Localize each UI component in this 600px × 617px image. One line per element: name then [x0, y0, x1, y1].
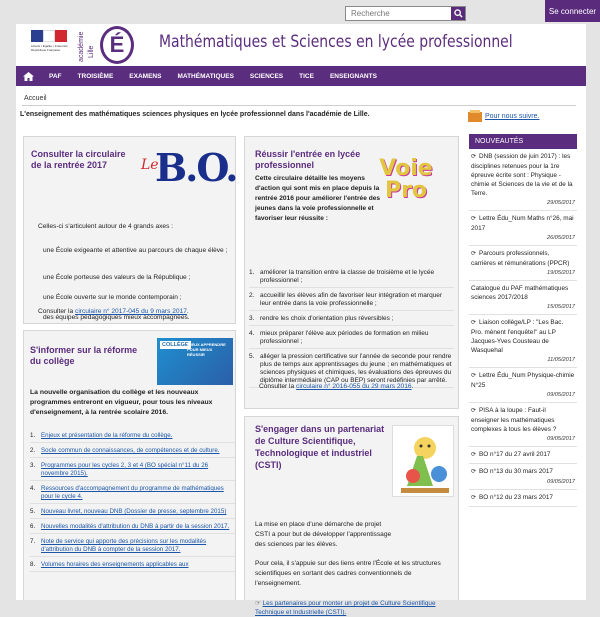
- list-item[interactable]: 8. Volumes horaires des enseignements applicables aux: [30, 561, 235, 572]
- csti-partners-link[interactable]: ☞ Les partenaires pour monter un projet de Culture Scientifique Technique et Industrielle (CSTI).: [255, 600, 436, 616]
- card-entree-lycee: [244, 136, 459, 409]
- page-container: [16, 24, 586, 616]
- nav-paf[interactable]: PAF: [49, 72, 62, 80]
- search-input[interactable]: [346, 7, 451, 20]
- rss-feed-icon: [468, 110, 482, 122]
- nav-examens[interactable]: EXAMENS: [129, 72, 162, 80]
- site-header: [16, 24, 586, 66]
- news-sidebar: [469, 134, 577, 600]
- list-item[interactable]: 5. Nouveau livret, nouveau DNB (Dossier de presse, septembre 2015): [30, 508, 235, 519]
- card-lead: Cette circulaire détaille les moyens d'action qui sont mis en place depuis la rentrée 2016 pour améliorer l'entrée des jeunes dans la voie professionnelle et favoriser leur réussite :: [255, 175, 381, 222]
- measures-list: [249, 269, 454, 392]
- news-heading: NOUVEAUTÉS: [469, 134, 577, 149]
- circulaire-2017-link[interactable]: circulaire n° 2017-045 du 9 mars 2017: [75, 308, 187, 315]
- card-circulaire-rentree: [23, 136, 236, 324]
- lead-continuation: [255, 224, 455, 225]
- arrow-icon: ⟳: [471, 216, 477, 222]
- news-item[interactable]: ⟳ BO n°13 du 30 mars 2017 09/05/2017: [469, 464, 577, 490]
- list-item[interactable]: 3. Programmes pour les cycles 2, 3 et 4 (BO spécial n°11 du 26 novembre 2015).: [30, 462, 235, 481]
- search-box[interactable]: [345, 6, 466, 21]
- nav-troisieme[interactable]: TROISIÈME: [77, 72, 114, 80]
- rss-link[interactable]: [468, 110, 539, 122]
- login-button[interactable]: Se connecter: [545, 0, 600, 22]
- card-title[interactable]: Consulter la circulaire de la rentrée 2017: [31, 149, 126, 170]
- news-item[interactable]: ⟳ BO n°17 du 27 avril 2017: [469, 447, 577, 464]
- card-reforme-college: [23, 330, 236, 600]
- list-item[interactable]: 7. Note de service qui apporte des précisions sur les modalités d'attribution du DNB à compter de la session 2017.: [30, 538, 235, 557]
- bo-logo[interactable]: Le B.O.: [141, 145, 237, 190]
- news-item[interactable]: ⟳ Lettre Édu_Num Maths n°26, mai 2017 26/05/2017: [469, 211, 577, 246]
- axis-item: une École porteuse des valeurs de la République ;: [43, 274, 191, 281]
- news-item[interactable]: ⟳ Liaison collège/LP : "Les Bac. Pro. mènent l'enquête!" au LP Jacques-Yves Cousteau de Wasquehal 11/05/2017: [469, 315, 577, 368]
- card-paragraph: La mise en place d'une démarche de projet CSTI a pour but de développer l'apprentissage des sciences par les élèves.: [255, 521, 392, 548]
- card-title[interactable]: S'informer sur la réforme du collège: [30, 345, 138, 366]
- college-badge[interactable]: COLLÈGE MIEUX APPRENDRE POUR MIEUX RÉUSSIR: [157, 338, 233, 385]
- arrow-icon: ⟳: [471, 408, 477, 414]
- arrow-icon: ⟳: [471, 469, 477, 475]
- card-csti: [244, 416, 459, 616]
- axis-item: une École exigeante et attentive au parcours de chaque élève ;: [43, 247, 228, 254]
- news-item[interactable]: ⟳ Lettre Édu_Num Physique-chimie N°25 09/05/2017: [469, 368, 577, 403]
- news-item[interactable]: ⟳ BO n°12 du 23 mars 2017: [469, 490, 577, 507]
- card-title[interactable]: Réussir l'entrée en lycée professionnel: [255, 149, 361, 170]
- arrow-icon: ⟳: [471, 251, 477, 257]
- axis-item: des équipes pédagogiques mieux accompagnées.: [43, 314, 190, 321]
- reform-link-list: [30, 432, 235, 576]
- list-item: 1. améliorer la transition entre la classe de troisième et le lycée professionnel ;: [249, 269, 454, 288]
- academy-logo[interactable]: académie Lille É: [78, 26, 140, 64]
- list-item[interactable]: 4. Ressources d'accompagnement du programme de mathématiques pour le cycle 4.: [30, 485, 235, 504]
- csti-illustration[interactable]: [392, 425, 454, 497]
- news-item[interactable]: ⟳ DNB (session de juin 2017) : les disciplines retenues pour la 1re épreuve écrite sont : Physique - chimie et Sciences de la vie et de la Terre. 29/05/2017: [469, 149, 577, 211]
- nav-mathematiques[interactable]: MATHÉMATIQUES: [177, 72, 234, 80]
- arrow-icon: ⟳: [471, 320, 477, 326]
- breadcrumb[interactable]: Accueil: [24, 95, 47, 102]
- top-bar: [0, 0, 600, 25]
- nav-enseignants[interactable]: ENSEIGNANTS: [329, 72, 377, 80]
- divider: [22, 105, 576, 106]
- nav-home[interactable]: [16, 66, 41, 86]
- news-item[interactable]: ⟳ Parcours professionnels, carrières et rémunérations (PPCR) 19/05/2017: [469, 246, 577, 281]
- arrow-icon: ⟳: [471, 495, 477, 501]
- list-item: 3. rendre les choix d'orientation plus réversibles ;: [249, 315, 454, 326]
- search-button[interactable]: [451, 7, 465, 20]
- rss-link-label[interactable]: Pour nous suivre.: [485, 112, 540, 120]
- news-item[interactable]: Catalogue du PAF mathématiques sciences 2017/2018 15/05/2017: [469, 281, 577, 315]
- news-item[interactable]: ⟳ PISA à la loupe : Faut-il enseigner les mathématiques complexes à tous les élèves ? 09/05/2017: [469, 403, 577, 447]
- consult-line: Consulter la circulaire n° 2017-045 du 9 mars 2017.: [38, 308, 189, 315]
- axis-item: une École ouverte sur le monde contemporain ;: [43, 294, 182, 301]
- home-icon: [23, 72, 34, 81]
- arrow-icon: ⟳: [471, 373, 477, 379]
- intro-text: L'enseignement des mathématiques sciences physiques en lycée professionnel dans l'académie de Lille.: [20, 111, 370, 118]
- voie-pro-logo[interactable]: Voie Pro: [379, 156, 433, 203]
- consult-line: Consulter la circulaire n° 2016-055 du 29 mars 2016.: [259, 383, 414, 390]
- list-item: 4. mieux préparer l'élève aux périodes de formation en milieu professionnel ;: [249, 330, 454, 349]
- republic-logo[interactable]: Liberté • Égalité • Fraternité République Française: [31, 30, 67, 58]
- arrow-icon: ⟳: [471, 452, 477, 458]
- nav-sciences[interactable]: SCIENCES: [249, 72, 284, 80]
- list-item[interactable]: 6. Nouvelles modalités d'attribution du DNB à partir de la session 2017.: [30, 523, 235, 534]
- circulaire-2016-link[interactable]: circulaire n° 2016-055 du 29 mars 2016: [296, 383, 412, 390]
- card-title[interactable]: S'engager dans un partenariat de Culture Scientifique, Technologique et industriel (CSTI): [255, 424, 385, 470]
- list-item[interactable]: 1. Enjeux et présentation de la réforme du collège.: [30, 432, 235, 443]
- search-icon: [454, 9, 463, 18]
- science-illustration-icon: [393, 426, 454, 497]
- main-nav: [16, 66, 586, 86]
- card-lead: La nouvelle organisation du collège et les nouveaux programmes entreront en vigueur, pour tous les niveaux d'enseignement, à la rentrée scolaire 2016.: [30, 389, 213, 416]
- site-title[interactable]: Mathématiques et Sciences en lycée professionnel: [159, 32, 513, 52]
- card-lead: Celles-ci s'articulent autour de 4 grands axes :: [38, 223, 174, 230]
- list-item: 2. accueillir les élèves afin de favoriser leur intégration et marquer leur entrée dans la voie professionnelle ;: [249, 292, 454, 311]
- card-paragraph: Pour cela, il s'appuie sur des liens entre l'École et les structures scientifiques en sortant des cadres conventionnels de l'enseignement.: [255, 560, 441, 587]
- list-item: 5. alléger la pression certificative sur l'année de seconde pour rendre plus de temps aux apprentissages du jeune ; en mathématiques et sciences physiques et chimiques, les évaluations des épreuves du diplôme intermédiaire (CAP ou BEP) seront redéfinies par arrêté.: [249, 353, 454, 388]
- nav-tice[interactable]: TICE: [299, 72, 314, 80]
- list-item[interactable]: 2. Socle commun de connaissances, de compétences et de culture.: [30, 447, 235, 458]
- arrow-icon: ⟳: [471, 154, 477, 160]
